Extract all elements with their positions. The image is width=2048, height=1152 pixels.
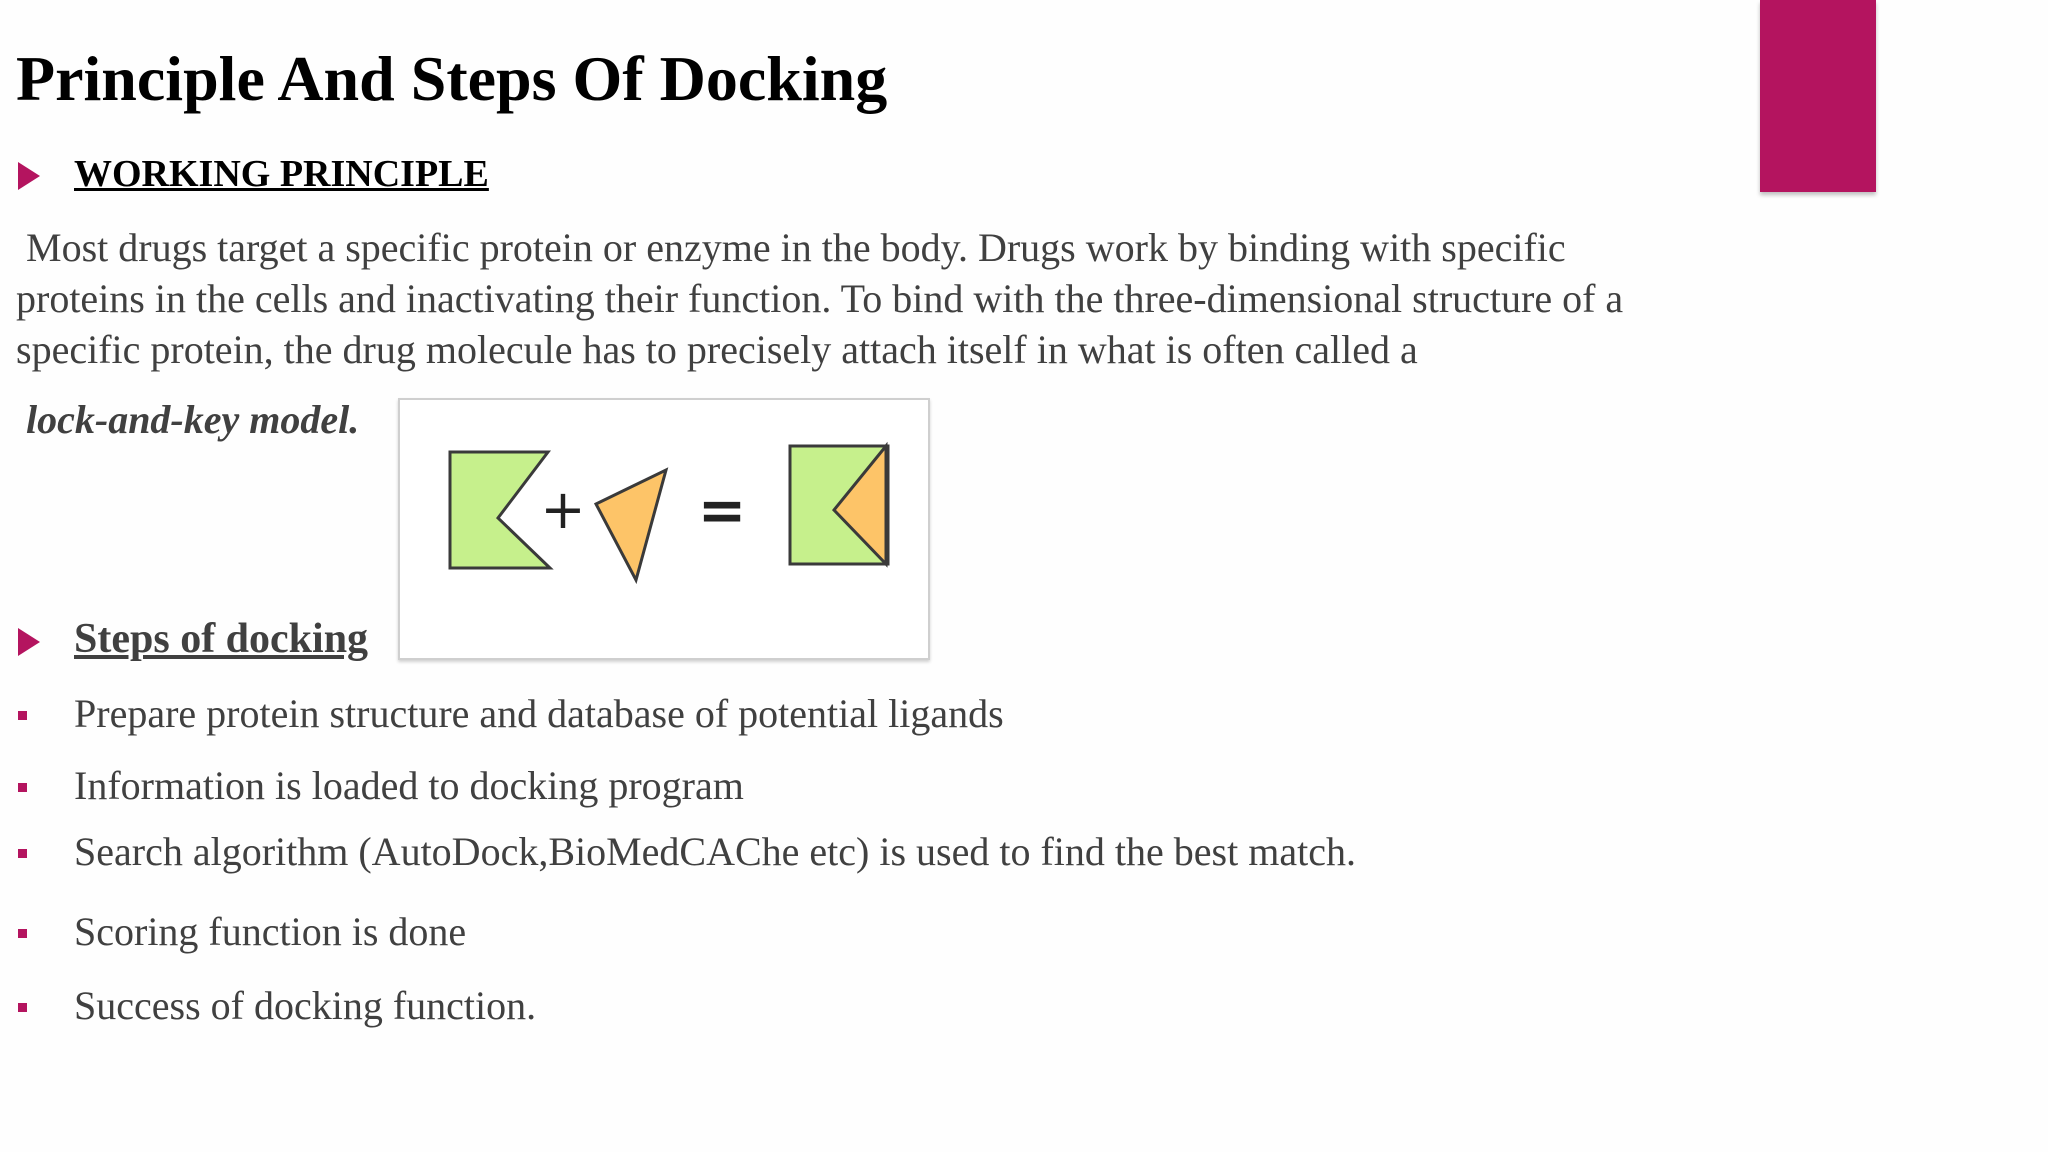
triangle-bullet-icon [18,628,40,656]
paragraph-line: specific protein, the drug molecule has to precisely attach itself in what is often called a [16,327,1418,372]
lock-and-key-diagram [400,400,928,658]
step-item: Scoring function is done [74,909,467,954]
step-item: Success of docking function. [74,983,537,1028]
square-bullet-icon [18,711,27,720]
principle-paragraph [16,222,1756,375]
key-shape [596,470,666,580]
lock-and-key-label: lock-and-key model. [26,397,360,442]
steps-of-docking-heading: Steps of docking [74,616,369,662]
plus-sign: + [540,478,586,541]
lock-shape [450,452,550,568]
step-item: Prepare protein structure and database of potential ligands [74,691,1004,736]
square-bullet-icon [18,1003,27,1012]
lock-and-key-figure [398,398,930,660]
paragraph-line: Most drugs target a specific protein or enzyme in the body. Drugs work by binding with specific [26,225,1566,270]
triangle-bullet-icon [18,162,40,190]
square-bullet-icon [18,929,27,938]
step-item: Search algorithm (AutoDock,BioMedCAChe etc) is used to find the best match. [74,829,1356,874]
step-item: Information is loaded to docking program [74,763,744,808]
equals-sign: = [697,476,747,544]
paragraph-line: proteins in the cells and inactivating their function. To bind with the three-dimensional structure of a [16,276,1624,321]
square-bullet-icon [18,783,27,792]
working-principle-heading: WORKING PRINCIPLE [74,153,489,195]
slide-title: Principle And Steps Of Docking [16,43,888,114]
accent-bar [1760,0,1876,192]
square-bullet-icon [18,849,27,858]
